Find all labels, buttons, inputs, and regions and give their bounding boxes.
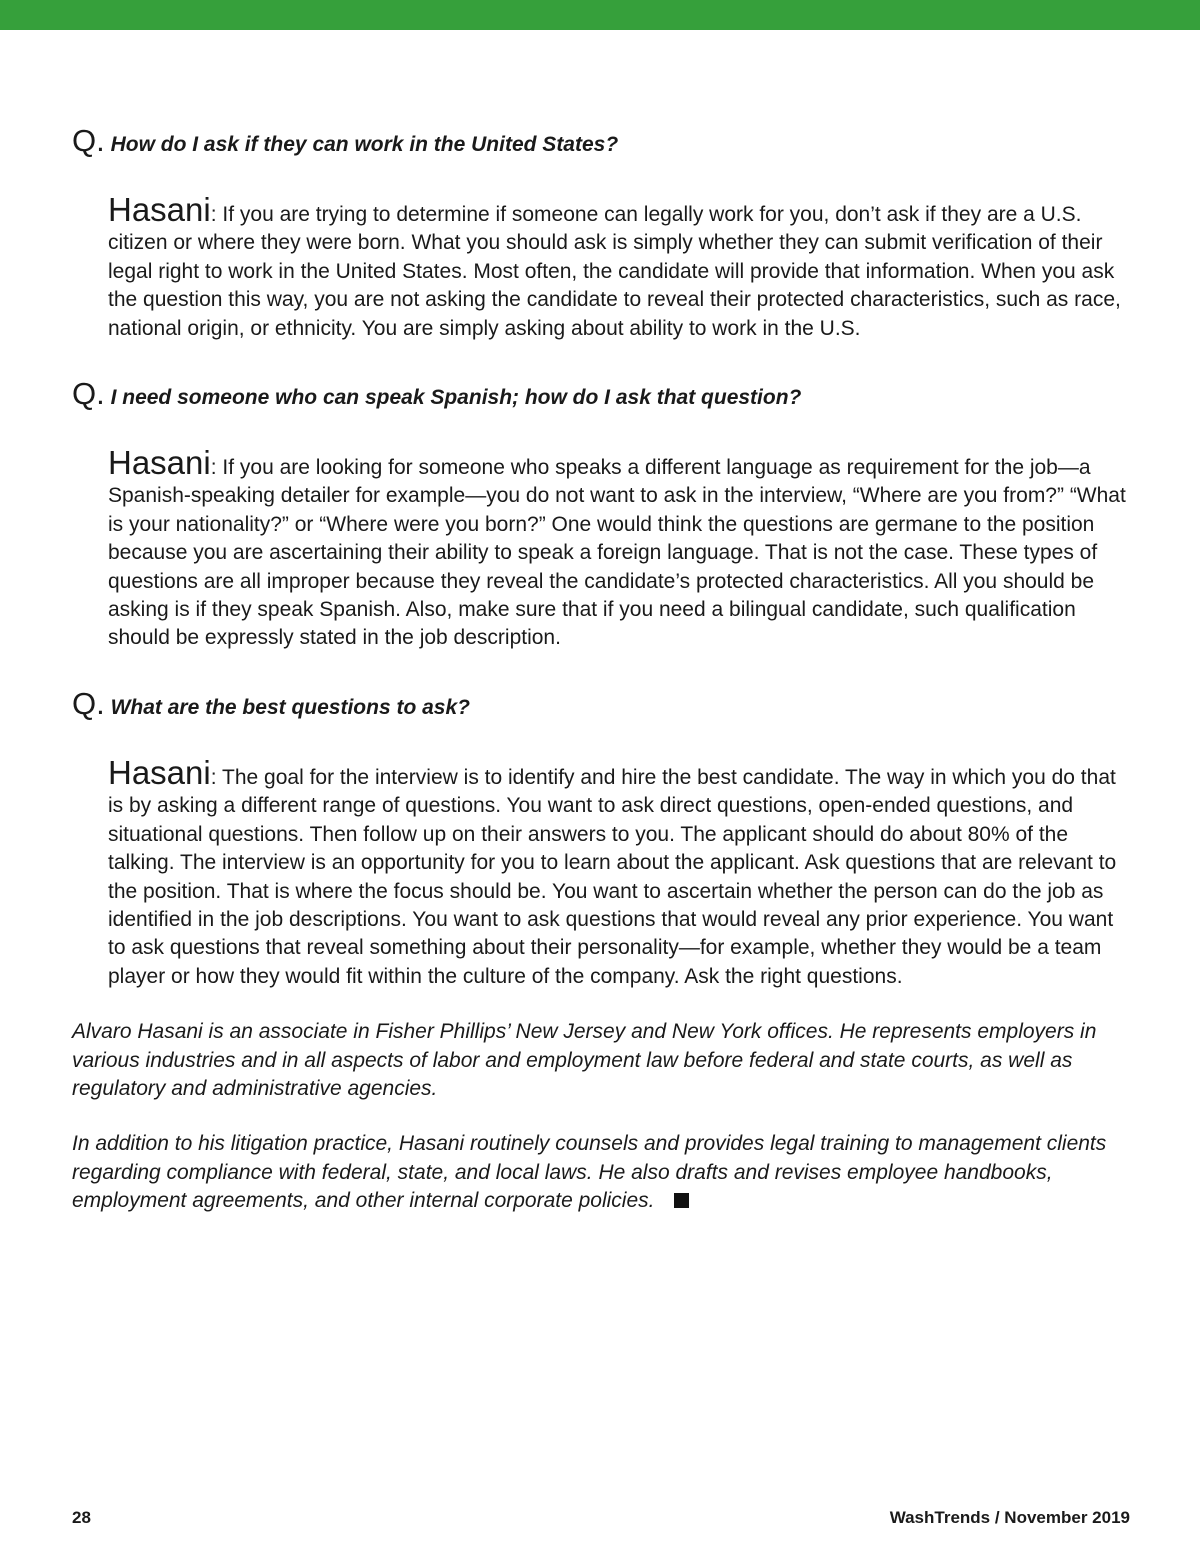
page-number: 28 bbox=[72, 1508, 91, 1527]
question-3 bbox=[72, 685, 1132, 723]
question-2 bbox=[72, 376, 1132, 413]
answer-3 bbox=[108, 753, 1132, 991]
qa-block-2 bbox=[72, 376, 1132, 653]
question-marker: Q. bbox=[72, 376, 105, 412]
answer-speaker: Hasani bbox=[108, 444, 211, 482]
answer-text: : If you are looking for someone who speaks a different language as requirement for the job—a Spanish-speaking detailer for example—you do not want to ask in the interview, “Where are you from?” “What is your nationality?” or “Where were you born?” One would think the questions are germane to the position because you are ascertaining their ability to speak a foreign language. That is not the case. These types of questions are all improper because they reveal the candidate’s protected characteristics. All you should be asking is if they speak Spanish. Also, make sure that if you need a bilingual candidate, such qualification should be expressly stated in the job description. bbox=[108, 456, 1126, 650]
question-text: What are the best questions to ask? bbox=[110, 695, 470, 719]
publication-issue: WashTrends / November 2019 bbox=[889, 1508, 1130, 1527]
qa-block-3 bbox=[72, 685, 1132, 991]
answer-2 bbox=[108, 444, 1132, 653]
question-1 bbox=[72, 123, 1132, 160]
answer-text: : The goal for the interview is to identify and hire the best candidate. The way in which you do that is by asking a different range of questions. You want to ask direct questions, open-ended questions, and situational questions. Then follow up on their answers to you. The applicant should do about 80% of the talking. The interview is an opportunity for you to learn about the applicant. Ask questions that are relevant to the position. That is where the focus should be. You want to ascertain whether the person can do the job as identified in the job descriptions. You want to ask questions that would reveal any prior experience. You want to ask questions that reveal something about their personality—for example, whether they would be a team player or how they would fit within the culture of the company. Ask the right questions. bbox=[108, 765, 1117, 988]
author-bio-2-text: In addition to his litigation practice, Hasani routinely counsels and provides legal training to management clients regarding compliance with federal, state, and local laws. He also drafts and revises employee handbooks, employment agreements, and other internal corporate policies. bbox=[72, 1132, 1107, 1213]
end-of-article-icon bbox=[674, 1193, 689, 1208]
author-bio-1: Alvaro Hasani is an associate in Fisher Phillips’ New Jersey and New York offices. He represents employers in various industries and in all aspects of labor and employment law before federal and state courts, as well as regulatory and administrative agencies. bbox=[72, 1020, 1097, 1100]
answer-speaker: Hasani bbox=[108, 753, 211, 791]
qa-block-1 bbox=[72, 123, 1132, 343]
article-body bbox=[72, 123, 1132, 1216]
answer-speaker: Hasani bbox=[108, 191, 211, 228]
answer-1 bbox=[108, 191, 1132, 343]
author-bio-2 bbox=[72, 1130, 1132, 1215]
question-text: How do I ask if they can work in the United States? bbox=[110, 133, 619, 156]
question-marker: Q. bbox=[72, 123, 105, 158]
question-marker: Q. bbox=[72, 685, 105, 721]
header-accent-bar bbox=[0, 0, 1200, 30]
question-text: I need someone who can speak Spanish; how do I ask that question? bbox=[110, 386, 802, 410]
answer-text: : If you are trying to determine if someone can legally work for you, don’t ask if they are a U.S. citizen or where they were born. What you should ask is simply whether they can submit verification of their legal right to work in the United States. Most often, the candidate will provide that information. When you ask the question this way, you are not asking the candidate to reveal their protected characteristics, such as race, national origin, or ethnicity. You are simply asking about ability to work in the U.S. bbox=[108, 203, 1121, 340]
